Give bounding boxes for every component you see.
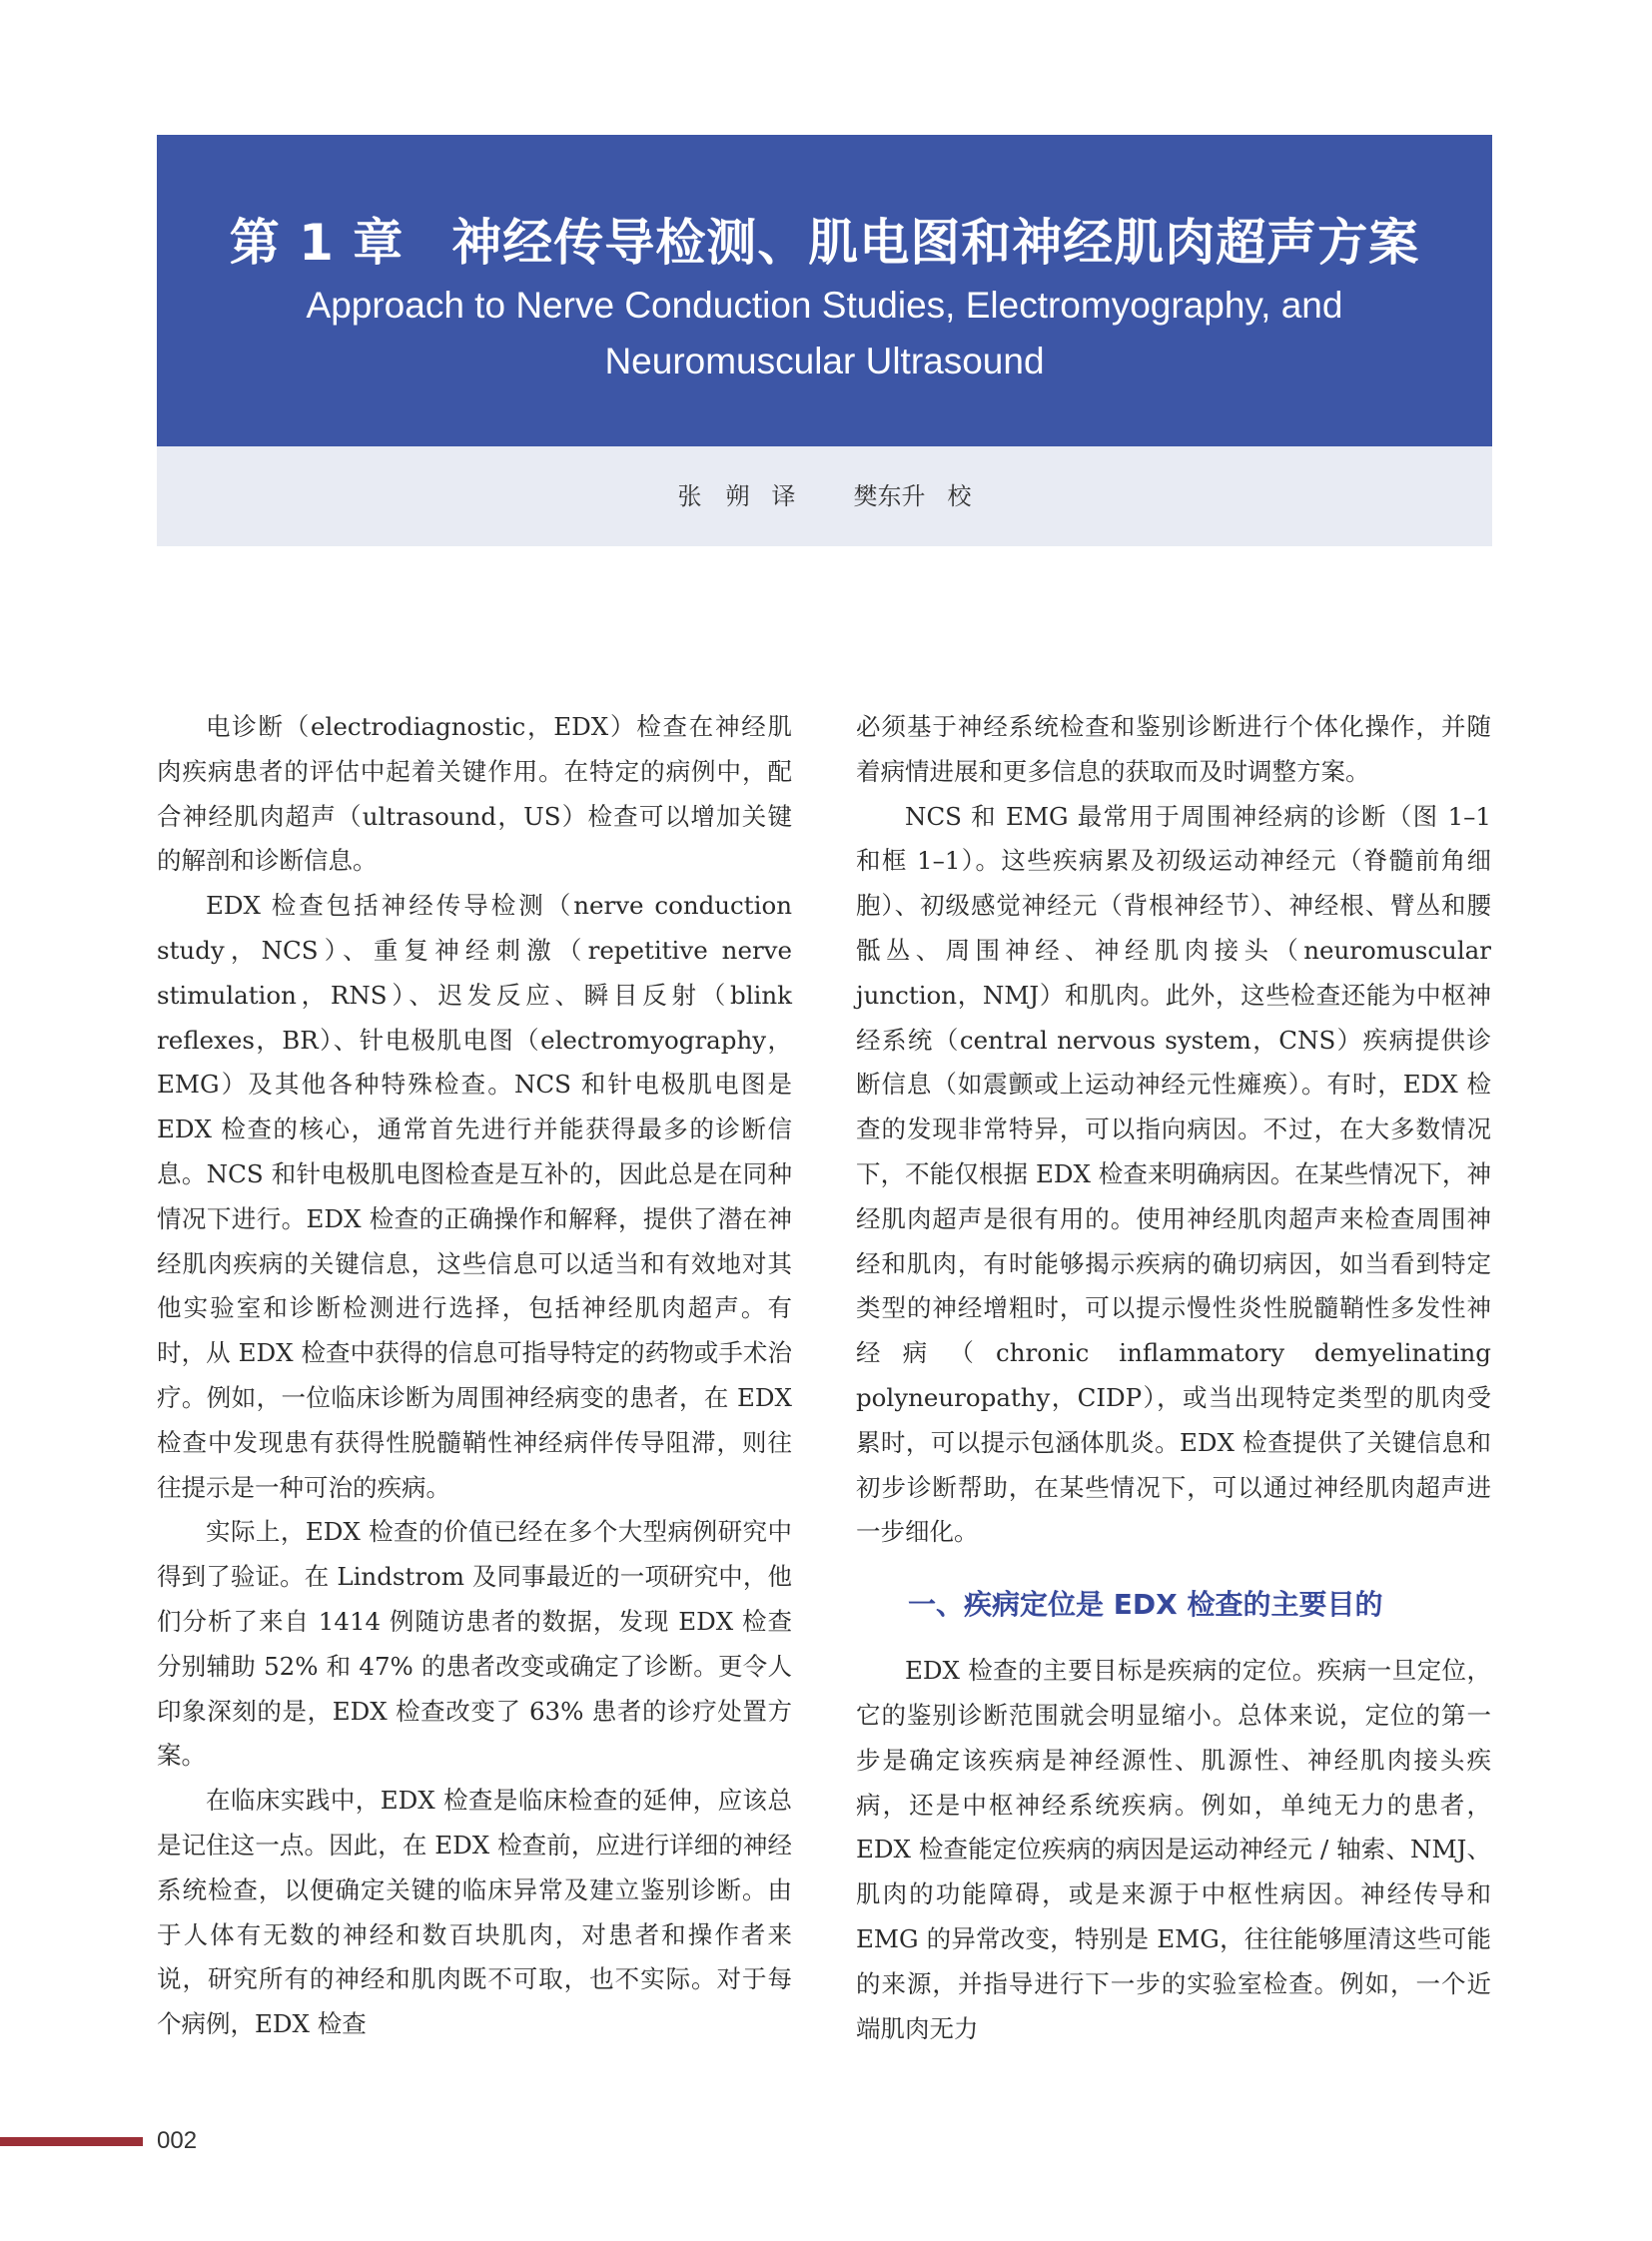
- right-text-column: [856, 705, 1491, 2051]
- reviewer-role: 校: [947, 482, 972, 510]
- translator-role: 译: [771, 482, 796, 510]
- chapter-title-text: 神经传导检测、肌电图和神经肌肉超声方案: [451, 214, 1420, 272]
- translator-credits: [157, 446, 1492, 546]
- chapter-title-en: [157, 278, 1492, 389]
- section-heading: 一、疾病定位是 EDX 检查的主要目的: [908, 1588, 1383, 1622]
- chapter-title-cn: [157, 203, 1492, 275]
- body-paragraph: NCS 和 EMG 最常用于周围神经病的诊断（图 1–1 和框 1–1）。这些疾病累及初级运动神经元（脊髓前角细胞）、初级感觉神经元（背根神经节）、神经根、臂丛和腰骶丛、周围神经、神经肌肉接头（neuromuscular junction，NMJ）和肌肉。此外，这些检查还能为中枢神经系统（central nervous system，CNS）疾病提供诊断信息（如震颤或上运动神经元性瘫痪）。有时，EDX 检查的发现非常特异，可以指向病因。不过，在大多数情况下，不能仅根据 EDX 检查来明确病因。在某些情况下，神经肌肉超声是很有用的。使用神经肌肉超声来检查周围神经和肌肉，有时能够揭示疾病的确切病因，如当看到特定类型的神经增粗时，可以提示慢性炎性脱髓鞘性多发性神经病（chronic inflammatory demyelinating polyneuropathy，CIDP），或当出现特定类型的肌肉受累时，可以提示包涵体肌炎。EDX 检查提供了关键信息和初步诊断帮助，在某些情况下，可以通过神经肌肉超声进一步细化。: [856, 801, 1491, 1547]
- body-paragraph: EDX 检查的主要目标是疾病的定位。疾病一旦定位，它的鉴别诊断范围就会明显缩小。总体来说，定位的第一步是确定该疾病是神经源性、肌源性、神经肌肉接头疾病，还是中枢神经系统疾病。例如，单纯无力的患者，EDX 检查能定位疾病的病因是运动神经元 / 轴索、NMJ、肌肉的功能障碍，或是来源于中枢性病因。神经传导和 EMG 的异常改变，特别是 EMG，往往能够厘清这些可能的来源，并指导进行下一步的实验室检查。例如，一个近端肌肉无力: [856, 1656, 1491, 2043]
- chapter-title-en-line1: Approach to Nerve Conduction Studies, Electromyography, and: [306, 285, 1343, 326]
- chapter-title-en-line2: Neuromuscular Ultrasound: [604, 341, 1045, 381]
- body-paragraph-continuation: 必须基于神经系统检查和鉴别诊断进行个体化操作，并随着病情进展和更多信息的获取而及时调整方案。: [856, 712, 1491, 786]
- body-paragraph: 实际上，EDX 检查的价值已经在多个大型病例研究中得到了验证。在 Lindstrom 及同事最近的一项研究中，他们分析了来自 1414 例随访患者的数据，发现 EDX 检查分别辅助 52% 和 47% 的患者改变或确定了诊断。更令人印象深刻的是，EDX 检查改变了 63% 患者的诊疗处置方案。: [157, 1517, 792, 1771]
- chapter-number: 第 1 章: [229, 214, 405, 272]
- body-paragraph: EDX 检查包括神经传导检测（nerve conduction study，NCS）、重复神经刺激（repetitive nerve stimulation，RNS）、迟发反应、瞬目反射（blink reflexes，BR）、针电极肌电图（electromyography，EMG）及其他各种特殊检查。NCS 和针电极肌电图是 EDX 检查的核心，通常首先进行并能获得最多的诊断信息。NCS 和针电极肌电图检查是互补的，因此总是在同种情况下进行。EDX 检查的正确操作和解释，提供了潜在神经肌肉疾病的关键信息，这些信息可以适当和有效地对其他实验室和诊断检测进行选择，包括神经肌肉超声。有时，从 EDX 检查中获得的信息可指导特定的药物或手术治疗。例如，一位临床诊断为周围神经病变的患者，在 EDX 检查中发现患有获得性脱髓鞘性神经病伴传导阻滞，则往往提示是一种可治的疾病。: [157, 891, 792, 1502]
- translator-name: 张 朔: [677, 482, 750, 510]
- reviewer-name: 樊东升: [853, 482, 926, 510]
- footer-accent-bar: [0, 2137, 143, 2146]
- body-paragraph: 电诊断（electrodiagnostic，EDX）检查在神经肌肉疾病患者的评估中起着关键作用。在特定的病例中，配合神经肌肉超声（ultrasound，US）检查可以增加关键的解剖和诊断信息。: [157, 712, 792, 876]
- page-number: 002: [157, 2127, 198, 2154]
- body-paragraph: 在临床实践中，EDX 检查是临床检查的延伸，应该总是记住这一点。因此，在 EDX 检查前，应进行详细的神经系统检查，以便确定关键的临床异常及建立鉴别诊断。由于人体有无数的神经和数百块肌肉，对患者和操作者来说，研究所有的神经和肌肉既不可取，也不实际。对于每个病例，EDX 检查: [157, 1786, 792, 2039]
- left-text-column: [157, 705, 792, 2047]
- chapter-title-banner: [157, 135, 1492, 446]
